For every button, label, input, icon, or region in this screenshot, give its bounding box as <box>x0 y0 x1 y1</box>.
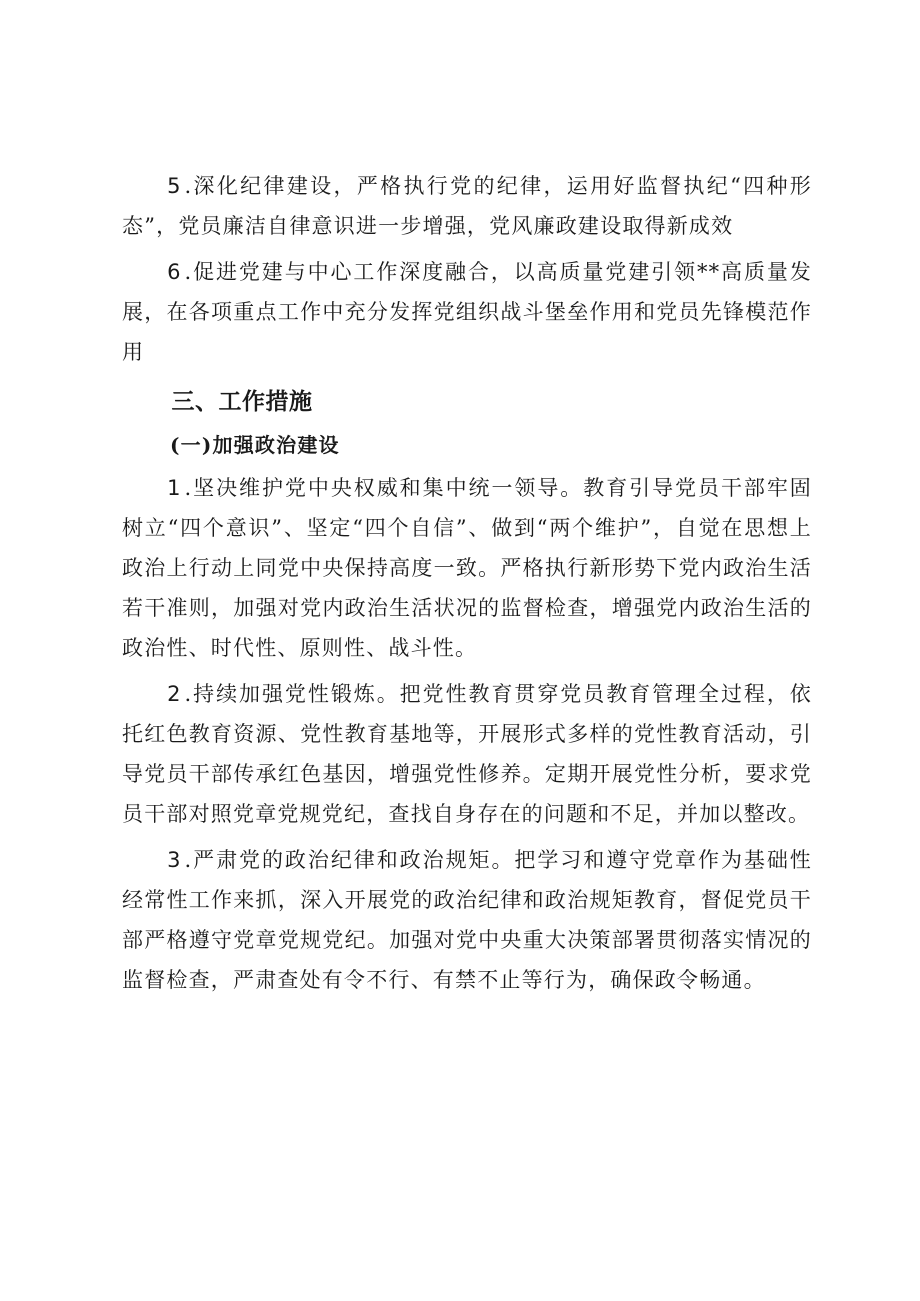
paragraph-text: .持续加强党性锻炼。把党性教育贯穿党员教育管理全过程，依托红色教育资源、党性教育基地等，开展形式多样的党性教育活动，引导党员干部传承红色基因，增强党性修养。定期开展党性分析，要求党员干部对照党章党规党纪，查找自身存在的问题和不足，并加以整改。 <box>122 682 812 826</box>
paragraph-number: 2 <box>167 682 185 706</box>
paragraph-text: .深化纪律建设，严格执行党的纪律，运用好监督执纪“四种形态”，党员廉洁自律意识进一步增强，党风廉政建设取得新成效 <box>122 174 812 238</box>
paragraph-number: 1 <box>167 476 185 500</box>
paragraph-measure-3 <box>122 840 812 1000</box>
paragraph-measure-1 <box>122 468 812 668</box>
paragraph-text: .坚决维护党中央权威和集中统一领导。教育引导党员干部牢固树立“四个意识”、坚定“四个自信”、做到“两个维护”，自觉在思想上政治上行动上同党中央保持高度一致。严格执行新形势下党内政治生活若干准则，加强对党内政治生活状况的监督检查，增强党内政治生活的政治性、时代性、原则性、战斗性。 <box>122 476 812 660</box>
paragraph-text: .严肃党的政治纪律和政治规矩。把学习和遵守党章作为基础性经常性工作来抓，深入开展党的政治纪律和政治规矩教育，督促党员干部严格遵守党章党规党纪。加强对党中央重大决策部署贯彻落实情况的监督检查，严肃查处有令不行、有禁不止等行为，确保政令畅通。 <box>122 848 812 992</box>
paragraph-goal-6 <box>122 252 812 372</box>
paragraph-goal-5 <box>122 166 812 246</box>
document-body <box>122 166 812 1000</box>
paragraph-measure-2 <box>122 674 812 834</box>
paragraph-number: 6 <box>167 260 185 284</box>
section-heading: 三、工作措施 <box>171 389 313 415</box>
paragraph-number: 3 <box>167 848 185 872</box>
paragraph-number: 5 <box>167 174 185 198</box>
paragraph-text: .促进党建与中心工作深度融合，以高质量党建引领**高质量发展，在各项重点工作中充分发挥党组织战斗堡垒作用和党员先锋模范作用 <box>122 260 812 364</box>
subsection-heading: (一)加强政治建设 <box>170 433 340 457</box>
